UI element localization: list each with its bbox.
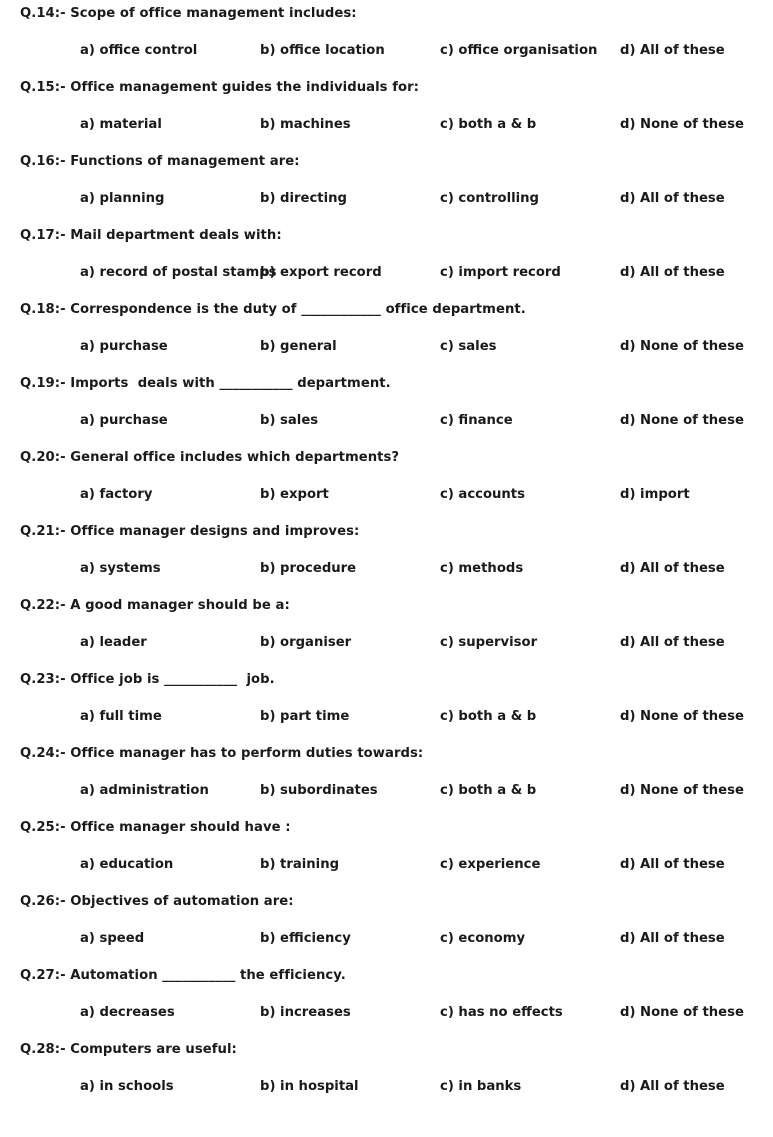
question-text: Q.20:- General office includes which departments?	[20, 450, 400, 465]
option-a: a) planning	[80, 191, 165, 206]
option-d: d) None of these	[620, 1005, 744, 1020]
option-c: c) office organisation	[440, 43, 598, 58]
question-block	[0, 227, 773, 301]
option-b: b) in hospital	[260, 1079, 359, 1094]
option-c: c) both a & b	[440, 709, 537, 724]
option-b: b) procedure	[260, 561, 357, 576]
option-c: c) both a & b	[440, 783, 537, 798]
option-b: b) efficiency	[260, 931, 351, 946]
option-d: d) All of these	[620, 265, 725, 280]
question-text: Q.26:- Objectives of automation are:	[20, 894, 294, 909]
question-text: Q.23:- Office job is ___________ job.	[20, 672, 275, 687]
option-b: b) directing	[260, 191, 347, 206]
option-b: b) organiser	[260, 635, 352, 650]
option-a: a) factory	[80, 487, 153, 502]
question-text: Q.17:- Mail department deals with:	[20, 228, 282, 243]
question-text: Q.27:- Automation ___________ the efficiency.	[20, 968, 346, 983]
option-b: b) increases	[260, 1005, 351, 1020]
option-c: c) sales	[440, 339, 497, 354]
question-block	[0, 893, 773, 967]
option-a: a) systems	[80, 561, 161, 576]
option-a: a) purchase	[80, 413, 168, 428]
option-a: a) full time	[80, 709, 162, 724]
question-block	[0, 449, 773, 523]
option-b: b) machines	[260, 117, 351, 132]
option-c: c) both a & b	[440, 117, 537, 132]
question-block	[0, 301, 773, 375]
question-block	[0, 5, 773, 79]
option-a: a) speed	[80, 931, 145, 946]
question-text: Q.19:- Imports deals with ___________ department.	[20, 376, 391, 391]
option-b: b) subordinates	[260, 783, 378, 798]
question-text: Q.18:- Correspondence is the duty of ____________ office department.	[20, 302, 526, 317]
option-a: a) decreases	[80, 1005, 175, 1020]
option-d: d) All of these	[620, 43, 725, 58]
question-text: Q.24:- Office manager has to perform duties towards:	[20, 746, 424, 761]
option-d: d) All of these	[620, 635, 725, 650]
option-d: d) All of these	[620, 931, 725, 946]
option-c: c) accounts	[440, 487, 525, 502]
option-d: d) None of these	[620, 117, 744, 132]
question-block	[0, 79, 773, 153]
option-a: a) in schools	[80, 1079, 174, 1094]
option-b: b) training	[260, 857, 340, 872]
option-c: c) methods	[440, 561, 524, 576]
question-text: Q.16:- Functions of management are:	[20, 154, 300, 169]
question-block	[0, 597, 773, 671]
option-b: b) general	[260, 339, 337, 354]
option-d: d) None of these	[620, 413, 744, 428]
question-block	[0, 375, 773, 449]
option-a: a) purchase	[80, 339, 168, 354]
option-a: a) record of postal stamps	[80, 265, 277, 280]
option-c: c) import record	[440, 265, 561, 280]
option-d: d) All of these	[620, 191, 725, 206]
option-c: c) experience	[440, 857, 541, 872]
option-d: d) None of these	[620, 709, 744, 724]
question-text: Q.14:- Scope of office management includes:	[20, 6, 357, 21]
question-text: Q.21:- Office manager designs and improves:	[20, 524, 360, 539]
option-d: d) None of these	[620, 339, 744, 354]
option-b: b) export	[260, 487, 329, 502]
option-b: b) sales	[260, 413, 319, 428]
question-block	[0, 671, 773, 745]
option-c: c) controlling	[440, 191, 539, 206]
question-block	[0, 745, 773, 819]
option-a: a) education	[80, 857, 174, 872]
option-a: a) administration	[80, 783, 209, 798]
option-c: c) supervisor	[440, 635, 538, 650]
option-a: a) material	[80, 117, 162, 132]
question-text: Q.15:- Office management guides the individuals for:	[20, 80, 419, 95]
option-d: d) All of these	[620, 857, 725, 872]
option-c: c) finance	[440, 413, 513, 428]
option-d: d) All of these	[620, 561, 725, 576]
question-block	[0, 1041, 773, 1115]
question-block	[0, 967, 773, 1041]
option-d: d) All of these	[620, 1079, 725, 1094]
option-b: b) part time	[260, 709, 350, 724]
option-d: d) import	[620, 487, 690, 502]
question-text: Q.22:- A good manager should be a:	[20, 598, 290, 613]
option-b: b) export record	[260, 265, 382, 280]
option-a: a) office control	[80, 43, 198, 58]
option-c: c) economy	[440, 931, 526, 946]
question-block	[0, 819, 773, 893]
question-text: Q.28:- Computers are useful:	[20, 1042, 237, 1057]
question-text: Q.25:- Office manager should have :	[20, 820, 291, 835]
option-c: c) has no effects	[440, 1005, 563, 1020]
option-b: b) office location	[260, 43, 385, 58]
option-c: c) in banks	[440, 1079, 522, 1094]
option-a: a) leader	[80, 635, 147, 650]
question-block	[0, 153, 773, 227]
option-d: d) None of these	[620, 783, 744, 798]
question-block	[0, 523, 773, 597]
